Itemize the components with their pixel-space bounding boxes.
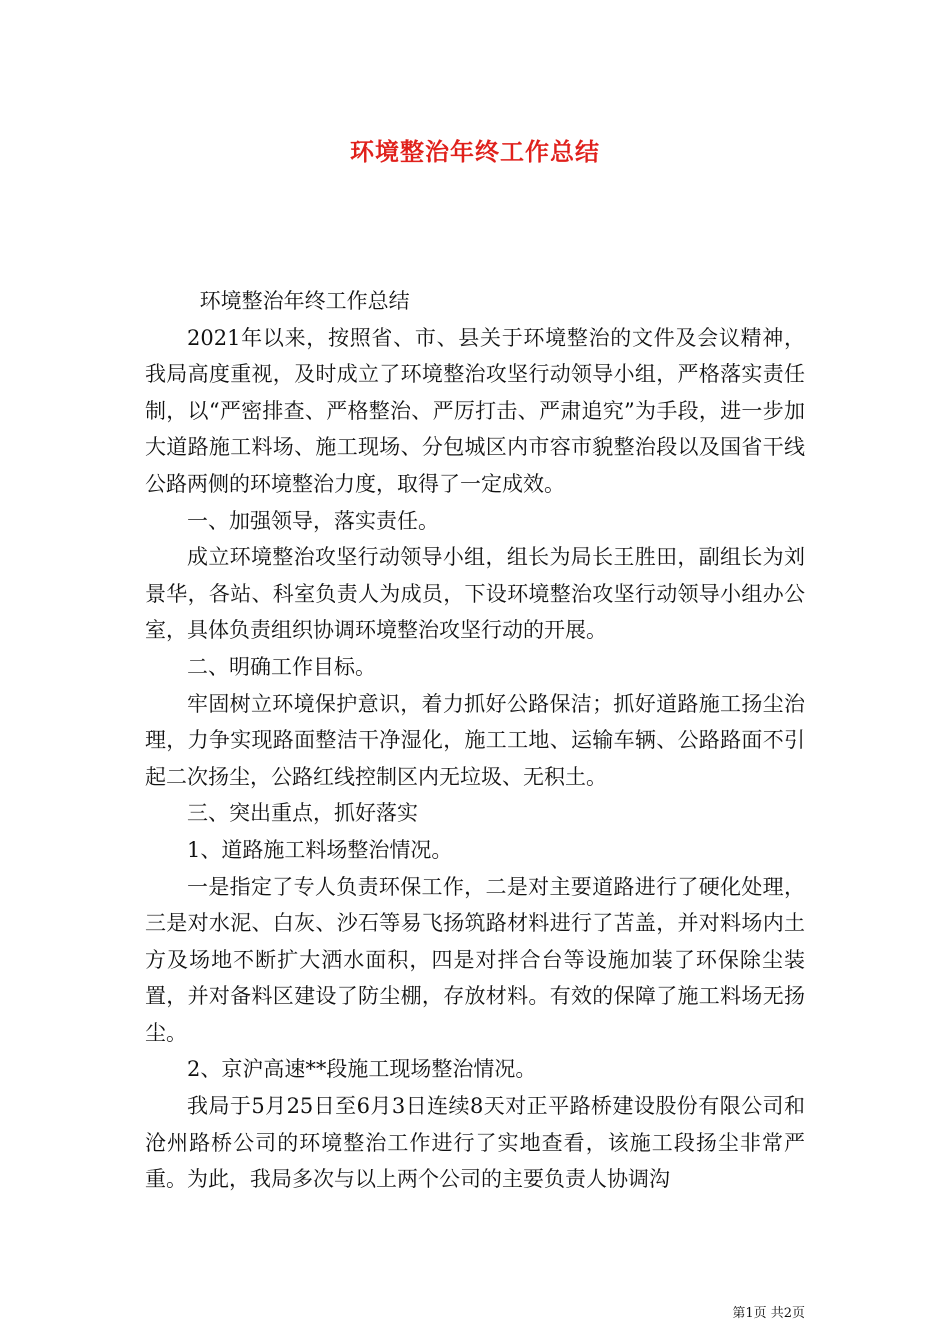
paragraph-section-1: 成立环境整治攻坚行动领导小组，组长为局长王胜田，副组长为刘景华，各站、科室负责人为成员，下设环境整治攻坚行动领导小组办公室，具体负责组织协调环境整治攻坚行动的开展。 [145,545,805,643]
paragraph-subsection-2: 我局于5月25日至6月3日连续8天对正平路桥建设股份有限公司和沧州路桥公司的环境整治工作进行了实地查看，该施工段扬尘非常严重。为此，我局多次与以上两个公司的主要负责人协调沟 [145,1094,805,1192]
document-title: 环境整治年终工作总结 [350,137,600,166]
document-body [145,283,805,1198]
subsection-heading-2: 2、京沪高速**段施工现场整治情况。 [187,1057,537,1082]
page-number: 第1页 共2页 [732,1306,805,1321]
section-heading-1: 一、加强领导，落实责任。 [187,508,439,533]
paragraph-intro: 2021年以来，按照省、市、县关于环境整治的文件及会议精神，我局高度重视，及时成立了环境整治攻坚行动领导小组，严格落实责任制，以“严密排查、严格整治、严厉打击、严肃追究”为手段，进一步加大道路施工料场、施工现场、分包城区内市容市貌整治段以及国省干线公路两侧的环境整治力度，取得了一定成效。 [145,325,805,496]
paragraph-subsection-1: 一是指定了专人负责环保工作，二是对主要道路进行了硬化处理，三是对水泥、白灰、沙石等易飞扬筑路材料进行了苫盖，并对料场内土方及场地不断扩大洒水面积，四是对拌合台等设施加装了环保除尘装置，并对备料区建设了防尘棚，存放材料。有效的保障了施工料场无扬尘。 [145,874,805,1045]
section-heading-2: 二、明确工作目标。 [187,654,376,679]
subsection-heading-1: 1、道路施工料场整治情况。 [187,837,453,862]
paragraph-section-2: 牢固树立环境保护意识，着力抓好公路保洁；抓好道路施工扬尘治理，力争实现路面整洁干净湿化，施工工地、运输车辆、公路路面不引起二次扬尘，公路红线控制区内无垃圾、无积土。 [145,691,805,789]
document-subtitle: 环境整治年终工作总结 [199,289,410,313]
section-heading-3: 三、突出重点，抓好落实 [187,801,418,826]
